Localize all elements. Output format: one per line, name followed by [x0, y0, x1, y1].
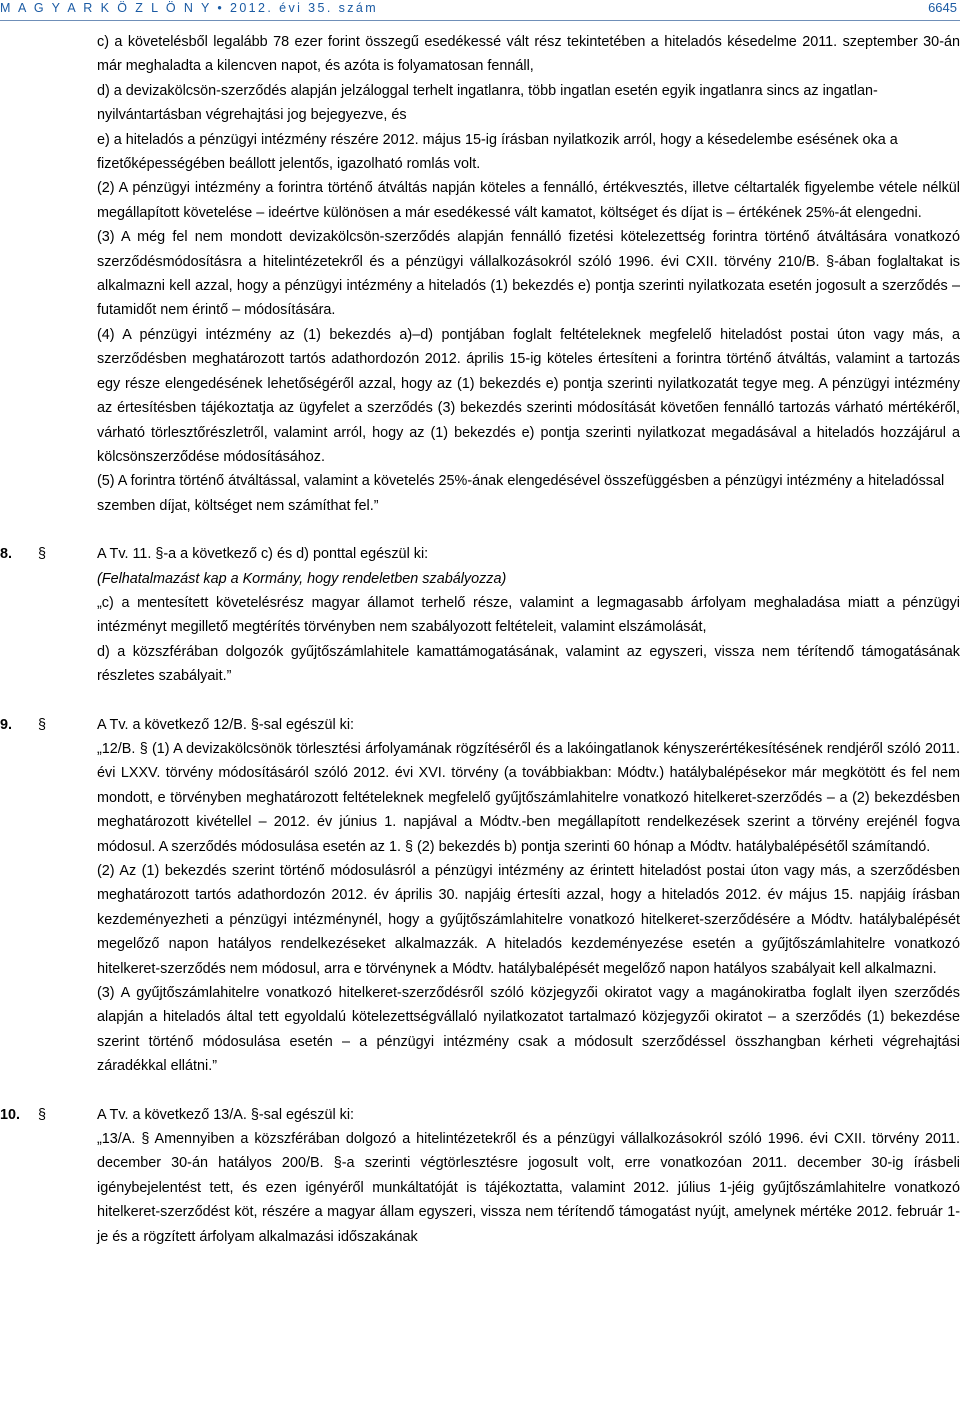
section-number: 8.: [0, 546, 13, 563]
section-9: [0, 713, 960, 1079]
paragraph: d) a devizakölcsön-szerződés alapján jelzáloggal terhelt ingatlanra, több ingatlan esetén egyik ingatlanra sincs az ingatlan-nyilvántartásban végrehajtási jog bejegyezve, és: [97, 82, 878, 124]
header-divider: [0, 20, 960, 21]
continued-section: [97, 30, 960, 518]
page-number: 6645: [928, 0, 957, 15]
section-symbol: §: [38, 716, 47, 733]
paragraph: (4) A pénzügyi intézmény az (1) bekezdés a)–d) pontjában foglalt feltételeknek megfelelő hiteladóst postai úton vagy más, a szerződésben meghatározott tartós adathordozón 2012. április 15-ig köteles értesíteni a forintra történő átváltás, valamint a tartozás egy része elengedésének lehetőségéről azzal, hogy az (1) bekezdés e) pontja szerinti nyilatkozatát tegye meg. A pénzügyi intézmény az értesítésben tájékoztatja az ügyfelet a szerződés (3) bekezdés szerinti módosítását követően fennálló tartozás várható mértékéről, várható törlesztőrészletről, valamint arról, hogy az (1) bekezdés e) pontja szerinti nyilatkozat megadásával a hiteladós hozzájárul a kölcsönszerződése módosításához.: [97, 326, 960, 465]
publication-title: M A G Y A R K Ö Z L Ö N Y • 2012. évi 35. szám: [0, 1, 379, 15]
section-symbol: §: [38, 546, 47, 563]
paragraph: e) a hiteladós a pénzügyi intézmény részére 2012. május 15-ig írásban nyilatkozik arról, hogy a késedelembe esésének oka a fizetőképességében beállott jelentős, igazolható romlás volt.: [97, 131, 898, 173]
paragraph: (2) Az (1) bekezdés szerint történő módosulásról a pénzügyi intézmény az érintett hiteladóst postai úton vagy más, a szerződésben meghatározott tartós adathordozón 2012. év április 30. napjáig értesíti azzal, hogy a hiteladós 2012. év május 15. napjáig írásban kezdeményezheti a pénzügyi intézménynél, hogy a gyűjtőszámlahitelre vonatkozó hitelkeret-szerződésére a Módtv. hatálybalépését megelőző napon hatályos rendelkezéseket alkalmazzák. A hiteladós kezdeményezése esetén a gyűjtőszámlahitelre vonatkozó hitelkeret-szerződés nem módosul, arra e törvénynek a Módtv. hatálybalépését megelőző napon hatályos szabályait kell alkalmazni.: [97, 863, 960, 977]
section-symbol: §: [38, 1106, 47, 1123]
paragraph: A Tv. a következő 13/A. §-sal egészül ki:: [97, 1106, 355, 1123]
paragraph: „13/A. § Amennyiben a közszférában dolgozó a hitelintézetekről és a pénzügyi vállalkozásokról szóló 1996. évi CXII. törvény 2011. december 30-án hatályos 200/B. §-a szerinti végtörlesztésre jogosult volt, erre vonatkozóan 2011. december 30-ig írásbeli igénybejelentést tett, és ezen igényéről munkáltatóját is tájékoztatta, valamint 2012. július 1-jéig gyűjtőszámlahitelre vonatkozó hitelkeret-szerződést köt, részére a magyar állam egyszeri, vissza nem térítendő támogatást nyújt, amelynek mértéke 2012. február 1-je és a rögzített árfolyam alkalmazási időszakának: [97, 1131, 960, 1245]
paragraph: „c) a mentesített követelésrész magyar államot terhelő része, valamint a legmagasabb árfolyam meghaladása miatt a pénzügyi intézményt megillető megtérítés törvényben nem szabályozott feltételeit, valamint elszámolását,: [97, 594, 960, 636]
paragraph: (3) A még fel nem mondott devizakölcsön-szerződés alapján fennálló fizetési kötelezettség forintra történő átváltására vonatkozó szerződésmódosításra a hitelintézetekről és a pénzügyi vállalkozásokról szóló 1996. évi CXII. törvény 210/B. §-ában foglaltakat is alkalmazni kell azzal, hogy a pénzügyi intézmény a hiteladós (1) bekezdés e) pontja szerinti nyilatkozata esetén jogosult a szerződés – futamidőt nem érintő – módosítására.: [97, 229, 960, 319]
section-number: 10.: [0, 1106, 21, 1123]
section-10: [0, 1103, 960, 1249]
paragraph-italic: (Felhatalmazást kap a Kormány, hogy rendeletben szabályozza): [97, 570, 507, 587]
paragraph: A Tv. 11. §-a a következő c) és d) ponttal egészül ki:: [97, 546, 429, 563]
paragraph: d) a közszférában dolgozók gyűjtőszámlahitele kamattámogatásának, valamint az egyszeri, vissza nem térítendő támogatásának részletes szabályait.”: [97, 643, 960, 685]
section-8: [0, 542, 960, 688]
page-header: [0, 0, 960, 22]
paragraph: c) a követelésből legalább 78 ezer forint összegű esedékessé vált rész tekintetében a hiteladós késedelme 2011. szeptember 30-án már meghaladta a kilencven napot, és azóta is folyamatosan fennáll,: [97, 34, 960, 75]
paragraph: A Tv. a következő 12/B. §-sal egészül ki:: [97, 716, 355, 733]
paragraph: (2) A pénzügyi intézmény a forintra történő átváltás napján köteles a fennálló, értékvesztés, illetve céltartalék figyelembe vétele nélkül megállapított követelése – ideértve különösen a már esedékessé vált kamatot, költséget és díjat is – értékének 25%-át elengedni.: [97, 180, 960, 221]
paragraph: „12/B. § (1) A devizakölcsönök törlesztési árfolyamának rögzítéséről és a lakóingatlanok kényszerértékesítésének rendjéről szóló 2011. évi LXXV. törvény módosításáról szóló 2012. évi XVI. törvény (a továbbiakban: Módtv.) hatálybalépésekor már megkötött és fel nem mondott, e törvényben meghatározott feltételeknek megfelelő gyűjtőszámlahitelre vonatkozó hitelkeret-szerződés – a (2) bekezdésben meghatározott kivétellel – 2012. év június 1. napjával a Módtv.-ben megállapított rendelkezések szerint a törvény erejénél fogva módosul. A szerződés módosulása esetén az 1. § (2) bekezdés b) pontja szerinti 60 hónap a Módtv. hatálybalépésétől számítandó.: [97, 740, 960, 855]
document-body: [0, 30, 960, 1249]
paragraph: (5) A forintra történő átváltással, valamint a követelés 25%-ának elengedésével összefüggésben a pénzügyi intézmény a hiteladóssal szemben díjat, költséget nem számíthat fel.”: [97, 473, 945, 514]
paragraph: (3) A gyűjtőszámlahitelre vonatkozó hitelkeret-szerződésről szóló közjegyzői okiratot vagy a magánokiratba foglalt ilyen szerződés alapján a hiteladós által tett egyoldalú kötelezettségvállaló nyilatkozatot tartalmazó közjegyzői okiratot – a szerződés (1) bekezdése szerint történő módosulása esetén – a pénzügyi intézmény csak a módosult szerződéssel összhangban kérheti végrehajtási záradékkal ellátni.”: [97, 985, 960, 1075]
section-number: 9.: [0, 716, 13, 733]
